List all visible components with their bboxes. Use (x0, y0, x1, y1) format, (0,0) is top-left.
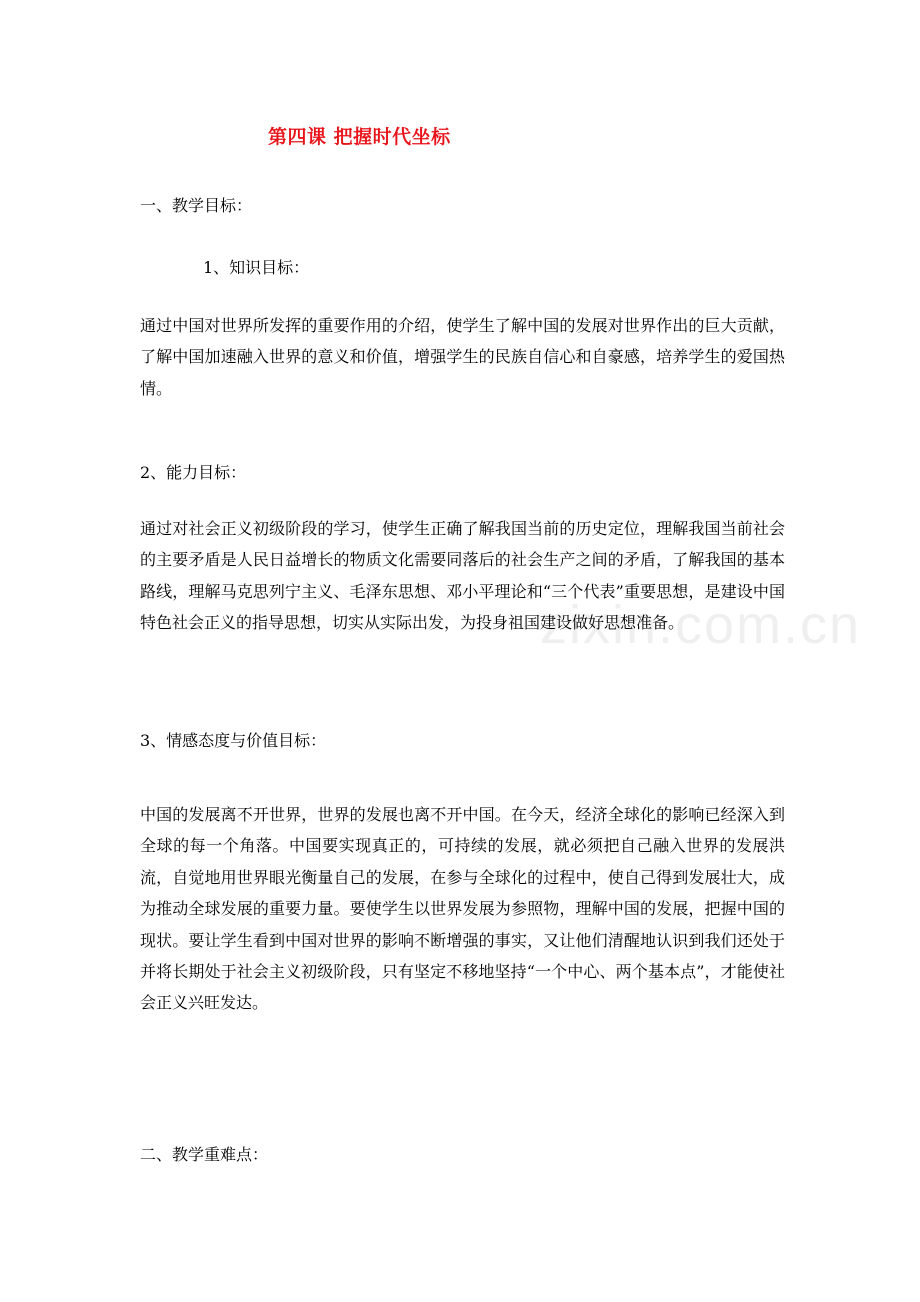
section-heading-teaching-goals: 一、教学目标： (140, 196, 253, 215)
section-heading-key-difficulties: 二、教学重难点： (140, 1145, 269, 1164)
subheading-knowledge-goals: 1、知识目标： (203, 258, 310, 277)
paragraph-knowledge-goals: 通过中国对世界所发挥的重要作用的介绍，使学生了解中国的发展对世界作出的巨大贡献，了解中国加速融入世界的意义和价值，增强学生的民族自信心和自豪感，培养学生的爱国热情。 (140, 316, 785, 398)
subheading-ability-goals: 2、能力目标： (140, 463, 247, 482)
watermark: zixin.com.cn (540, 595, 862, 655)
lesson-title: 第四课 把握时代坐标 (268, 126, 451, 148)
paragraph-emotion-goals: 中国的发展离不开世界，世界的发展也离不开中国。在今天，经济全球化的影响已经深入到全球的每一个角落。中国要实现真正的，可持续的发展，就必须把自己融入世界的发展洪流，自觉地用世界眼光衡量自己的发展，在参与全球化的过程中，使自己得到发展壮大，成为推动全球发展的重要力量。要使学生以世界发展为参照物，理解中国的发展，把握中国的现状。要让学生看到中国对世界的影响不断增强的事实，又让他们清醒地认识到我们还处于并将长期处于社会主义初级阶段，只有坚定不移地坚持“一个中心、两个基本点”，才能使社会正义兴旺发达。 (140, 805, 785, 1013)
subheading-emotion-goals: 3、情感态度与价值目标： (140, 731, 327, 750)
paragraph-ability-goals: 通过对社会正义初级阶段的学习，使学生正确了解我国当前的历史定位，理解我国当前社会的主要矛盾是人民日益增长的物质文化需要同落后的社会生产之间的矛盾，了解我国的基本路线，理解马克思列宁主义、毛泽东思想、邓小平理论和“三个代表”重要思想，是建设中国特色社会正义的指导思想，切实从实际出发，为投身祖国建设做好思想准备。 (140, 519, 785, 633)
